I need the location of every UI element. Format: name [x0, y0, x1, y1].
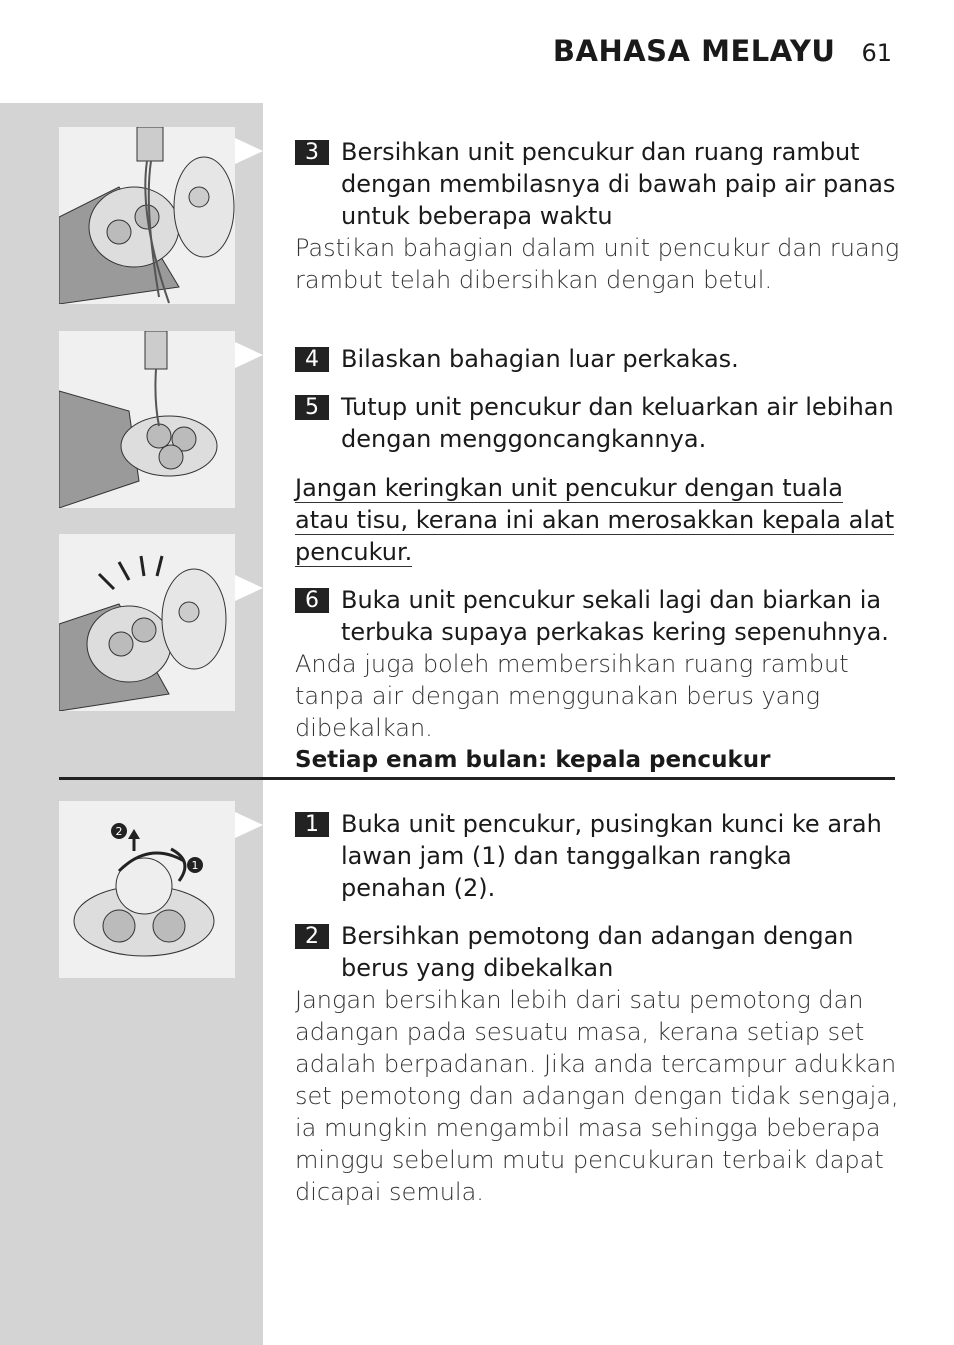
- callout-1: 1: [191, 859, 199, 872]
- step-number: 6: [295, 588, 329, 613]
- illustration-pointer: [235, 812, 263, 838]
- step-note: Pastikan bahagian dalam unit pencukur dan ruang rambut telah dibersihkan dengan betul.: [295, 234, 900, 294]
- step-3: [295, 136, 900, 232]
- step-text: Buka unit pencukur, pusingkan kunci ke arah lawan jam (1) dan tanggalkan rangka penahan (2).: [341, 810, 882, 902]
- rinse-outside-illustration: [59, 331, 235, 508]
- step-note: Jangan bersihkan lebih dari satu pemotong dan adangan pada sesuatu masa, kerana setiap set adalah berpadanan. Jika anda tercampur adukkan set pemotong dan adangan dengan tidak sengaja, ia mungkin mengambil masa sehingga beberapa minggu sebelum mutu pencukuran terbaik dapat dicapai semula.: [295, 986, 899, 1206]
- step-3-block: [295, 136, 900, 296]
- step-note: Anda juga boleh membersihkan ruang rambut tanpa air dengan menggunakan berus yang dibekalkan.: [295, 650, 849, 742]
- step-number: 4: [295, 347, 329, 372]
- language-title: BAHASA MELAYU: [552, 34, 836, 68]
- step-6: [295, 584, 900, 648]
- warning-line: Jangan keringkan unit pencukur dengan tuala: [295, 474, 843, 502]
- rinse-open-drawing: [59, 127, 235, 304]
- step-number: 5: [295, 395, 329, 420]
- step-text: Buka unit pencukur sekali lagi dan biarkan ia terbuka supaya perkakas kering sepenuhnya.: [341, 586, 889, 646]
- warning-block: [295, 472, 900, 568]
- illustration-pointer: [235, 138, 263, 164]
- warning-line: atau tisu, kerana ini akan merosakkan kepala alat: [295, 506, 895, 534]
- step-text: Tutup unit pencukur dan keluarkan air lebihan dengan menggoncangkannya.: [341, 393, 894, 453]
- rinse-open-illustration: [59, 127, 235, 304]
- step-5-block: [295, 391, 900, 455]
- step-number: 2: [295, 924, 329, 949]
- illustration-pointer: [235, 575, 263, 601]
- step-2-block: [295, 920, 900, 1208]
- remove-frame-illustration: [59, 801, 235, 978]
- step-5: [295, 391, 900, 455]
- step-text: Bersihkan pemotong dan adangan dengan berus yang dibekalkan: [341, 922, 854, 982]
- section-heading: Setiap enam bulan: kepala pencukur: [295, 747, 771, 773]
- shake-dry-drawing: [59, 534, 235, 711]
- step-number: 1: [295, 812, 329, 837]
- warning-line: pencukur.: [295, 538, 413, 566]
- step-4-block: [295, 343, 900, 375]
- step-2: [295, 920, 900, 984]
- callout-2: 2: [115, 825, 123, 838]
- page-header: [553, 34, 892, 68]
- step-4: [295, 343, 900, 375]
- remove-frame-drawing: [59, 801, 235, 978]
- rinse-outside-drawing: [59, 331, 235, 508]
- step-text: Bersihkan unit pencukur dan ruang rambut dengan membilasnya di bawah paip air panas untuk beberapa waktu: [341, 138, 896, 230]
- step-1-block: [295, 808, 900, 904]
- step-6-block: [295, 584, 900, 744]
- illustration-pointer: [235, 342, 263, 368]
- step-text: Bilaskan bahagian luar perkakas.: [341, 345, 739, 373]
- shake-dry-illustration: [59, 534, 235, 711]
- step-1: [295, 808, 900, 904]
- section-divider: [59, 777, 895, 780]
- step-number: 3: [295, 140, 329, 165]
- page-number: 61: [861, 39, 892, 67]
